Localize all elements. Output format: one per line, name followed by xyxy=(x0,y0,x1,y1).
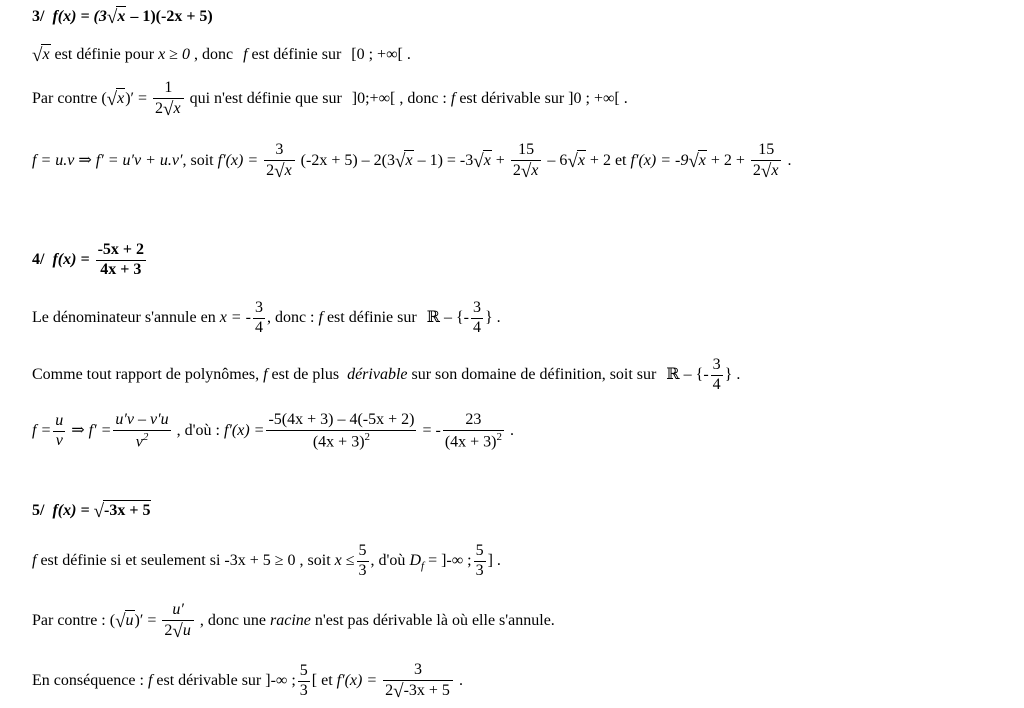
product-rule: f = u.v ⇒ f′ = u′v + u.v′ xyxy=(32,152,183,170)
s4-line-3 xyxy=(32,412,514,451)
sqrt-arg: x xyxy=(173,99,181,117)
fraction xyxy=(298,663,310,700)
f-symbol: f xyxy=(32,551,37,569)
term: (-2x + 5) – 2(3 xyxy=(296,152,396,170)
fraction xyxy=(443,412,504,451)
text: , d'où : xyxy=(172,422,224,440)
fraction xyxy=(383,662,453,701)
text: , soit xyxy=(182,152,218,170)
set-close: } . xyxy=(485,308,501,326)
numerator: 5 xyxy=(357,543,369,562)
sqrt: √x xyxy=(688,151,706,173)
function-def: f(x) = (3 xyxy=(52,8,107,25)
s3-line-2 xyxy=(32,80,628,119)
equation: f = xyxy=(32,422,52,440)
base: (4x + 3) xyxy=(444,433,497,451)
inequality: x ≤ xyxy=(334,551,355,569)
sqrt: √u xyxy=(172,620,191,642)
fraction xyxy=(266,412,416,451)
sqrt-arg: x xyxy=(483,152,491,170)
denominator: 4 xyxy=(473,318,481,336)
sqrt: √-3x + 5 xyxy=(93,501,151,522)
text: est de plus xyxy=(267,365,344,383)
fraction xyxy=(153,80,184,119)
sqrt-arg: u xyxy=(125,612,134,630)
base: (4x + 3) xyxy=(312,433,365,451)
denominator xyxy=(113,431,170,451)
text: , donc : xyxy=(266,308,319,326)
sqrt: √x xyxy=(520,160,539,182)
derivative-eq: )′ = xyxy=(125,90,148,108)
sqrt: √x xyxy=(163,98,181,120)
numerator: 3 xyxy=(264,142,295,161)
numerator: -5(4x + 3) – 4(-5x + 2) xyxy=(266,412,416,431)
interval: = ]-∞ ; xyxy=(424,551,472,569)
section-4-header xyxy=(32,242,148,279)
denominator xyxy=(266,431,416,451)
derivative-lhs: f′(x) = -9 xyxy=(630,152,689,170)
fraction xyxy=(253,300,265,337)
domain: [0 ; +∞[ . xyxy=(351,46,411,63)
s5-line-3 xyxy=(32,662,463,701)
period: . xyxy=(454,672,463,690)
denominator xyxy=(443,431,504,451)
sqrt-arg: x xyxy=(405,152,413,170)
coef: 2 xyxy=(512,161,521,179)
text: est définie sur xyxy=(322,308,421,326)
s4-line-1 xyxy=(32,300,501,337)
sqrt-arg: x xyxy=(577,152,585,170)
text: Comme tout rapport de polynômes, xyxy=(32,365,264,383)
section-5-header xyxy=(32,502,151,521)
numerator: 5 xyxy=(298,663,310,682)
sqrt: √-3x + 5 xyxy=(393,680,450,702)
sqrt-arg: x xyxy=(42,46,50,63)
fraction xyxy=(162,602,193,641)
text: sur son domaine de définition, soit sur xyxy=(407,365,661,383)
function-def: f(x) = xyxy=(52,502,90,519)
s3-line-3 xyxy=(32,142,791,181)
s5-line-1 xyxy=(32,543,501,580)
coef: 2 xyxy=(752,161,761,179)
text: est dérivable sur ]0 ; +∞[ . xyxy=(455,90,628,108)
s4-line-2 xyxy=(32,357,740,394)
denominator: 4x + 3 xyxy=(100,260,142,278)
emphasis: dérivable xyxy=(347,365,408,383)
fraction xyxy=(264,142,295,181)
fraction xyxy=(471,300,483,337)
f-symbol: f xyxy=(450,90,456,108)
text: Par contre xyxy=(32,90,102,108)
numerator: 5 xyxy=(474,543,486,562)
numerator: u xyxy=(53,413,65,432)
derivative-eq: )′ = xyxy=(134,612,157,630)
interval-close: ] . xyxy=(487,551,501,569)
sqrt-arg: x xyxy=(284,161,292,179)
numerator: 23 xyxy=(443,412,504,431)
numerator: u′v – v′u xyxy=(113,412,170,431)
numerator: -5x + 2 xyxy=(96,242,146,261)
f-symbol: f xyxy=(318,308,323,326)
sqrt: √x xyxy=(395,151,413,173)
text: est définie sur xyxy=(247,46,346,63)
function-rest: – 1)(-2x + 5) xyxy=(126,8,213,25)
numerator: 3 xyxy=(471,300,483,319)
exponent: 2 xyxy=(496,430,502,443)
coef: 2 xyxy=(385,681,394,699)
equation: x = - xyxy=(219,308,251,326)
f-symbol: f xyxy=(147,672,153,690)
numerator: 15 xyxy=(511,142,542,161)
equals: = - xyxy=(418,422,441,440)
set: ℝ – {- xyxy=(666,365,709,383)
numerator: 3 xyxy=(253,300,265,319)
sqrt-arg: u xyxy=(182,621,191,639)
section-number: 3/ xyxy=(32,8,45,25)
section-number: 4/ xyxy=(32,250,45,268)
sqrt: √x xyxy=(106,89,125,111)
fraction xyxy=(711,357,723,394)
denominator: 4 xyxy=(712,375,721,393)
text: , donc xyxy=(189,46,238,63)
numerator: 1 xyxy=(153,80,184,99)
denominator: 3 xyxy=(358,561,367,579)
emphasis: racine xyxy=(270,612,311,630)
text: Le dénominateur s'annule en xyxy=(32,308,220,326)
implies: ⇒ xyxy=(67,422,89,440)
denominator xyxy=(153,99,184,119)
base: v xyxy=(135,433,143,451)
text: [ et xyxy=(311,672,337,690)
text: En conséquence : xyxy=(32,672,148,690)
derivative-lhs: f′(x) = xyxy=(223,422,265,440)
sqrt-arg: -3x + 5 xyxy=(403,681,450,699)
sqrt: √u xyxy=(115,611,134,633)
s5-line-2 xyxy=(32,602,555,641)
period: . xyxy=(783,152,792,170)
text: n'est pas dérivable là où elle s'annule. xyxy=(310,612,555,630)
term: – 1) = -3 xyxy=(413,152,474,170)
sqrt: √x xyxy=(473,151,491,173)
denominator: 3 xyxy=(299,681,308,699)
s3-line-1 xyxy=(32,46,411,65)
sqrt: √x xyxy=(274,160,292,182)
sqrt: √x xyxy=(32,45,50,66)
fraction xyxy=(53,413,65,450)
derivative-lhs: f′(x) = xyxy=(336,672,378,690)
sqrt-arg: x xyxy=(117,90,125,108)
coef: 2 xyxy=(164,621,173,639)
fraction xyxy=(357,543,369,580)
equation: f′ = xyxy=(88,422,112,440)
function-def: f(x) = xyxy=(52,250,90,268)
paren: ( xyxy=(101,90,107,108)
text: est dérivable sur ]-∞ ; xyxy=(152,672,296,690)
text: est définie pour xyxy=(50,46,159,63)
section-number: 5/ xyxy=(32,502,45,519)
sqrt-arg: x xyxy=(771,161,779,179)
fraction xyxy=(511,142,542,181)
fraction xyxy=(113,412,170,451)
section-3-header xyxy=(32,8,213,27)
fraction xyxy=(751,142,782,181)
denominator xyxy=(383,681,453,701)
subscript: f xyxy=(421,560,425,573)
set: ℝ – {- xyxy=(426,308,469,326)
fraction xyxy=(474,543,486,580)
sqrt: √x xyxy=(106,7,126,28)
denominator: v xyxy=(55,431,63,449)
text: , donc : xyxy=(395,90,451,108)
text: qui n'est définie que sur xyxy=(189,90,346,108)
denominator xyxy=(751,161,782,181)
denominator xyxy=(511,161,542,181)
sqrt-arg: x xyxy=(531,161,539,179)
text: , d'où xyxy=(370,551,410,569)
term: – 6 xyxy=(543,152,568,170)
text: , donc une xyxy=(195,612,271,630)
sqrt-arg: x xyxy=(117,8,126,25)
text: Par contre : ( xyxy=(32,612,116,630)
term: + 2 + xyxy=(706,152,745,170)
sqrt: √x xyxy=(567,151,585,173)
exponent: 2 xyxy=(364,430,371,443)
derivative-lhs: f′(x) = xyxy=(217,152,259,170)
numerator: 3 xyxy=(711,357,723,376)
numerator: 15 xyxy=(751,142,782,161)
domain-symbol: D xyxy=(409,551,421,569)
f-symbol: f xyxy=(243,46,248,63)
numerator: 3 xyxy=(383,662,453,681)
sqrt-arg: -3x + 5 xyxy=(104,502,151,519)
sqrt-arg: x xyxy=(698,152,706,170)
denominator: 3 xyxy=(475,561,484,579)
denominator xyxy=(264,161,295,181)
f-symbol: f xyxy=(263,365,268,383)
condition: x ≥ 0 xyxy=(158,46,190,63)
sqrt: √x xyxy=(760,160,779,182)
numerator: u′ xyxy=(162,602,193,621)
fraction xyxy=(96,242,146,279)
denominator xyxy=(162,621,193,641)
text: est définie si et seulement si -3x + 5 ≥ 0 , soit xyxy=(36,551,335,569)
set-close: } . xyxy=(724,365,741,383)
term: + 2 et xyxy=(585,152,631,170)
coef: 2 xyxy=(266,161,275,179)
coef: 2 xyxy=(155,99,164,117)
operator: + xyxy=(491,152,505,170)
period: . xyxy=(506,422,514,440)
domain: ]0;+∞[ xyxy=(351,90,396,108)
exponent: 2 xyxy=(142,430,149,443)
denominator: 4 xyxy=(254,318,263,336)
